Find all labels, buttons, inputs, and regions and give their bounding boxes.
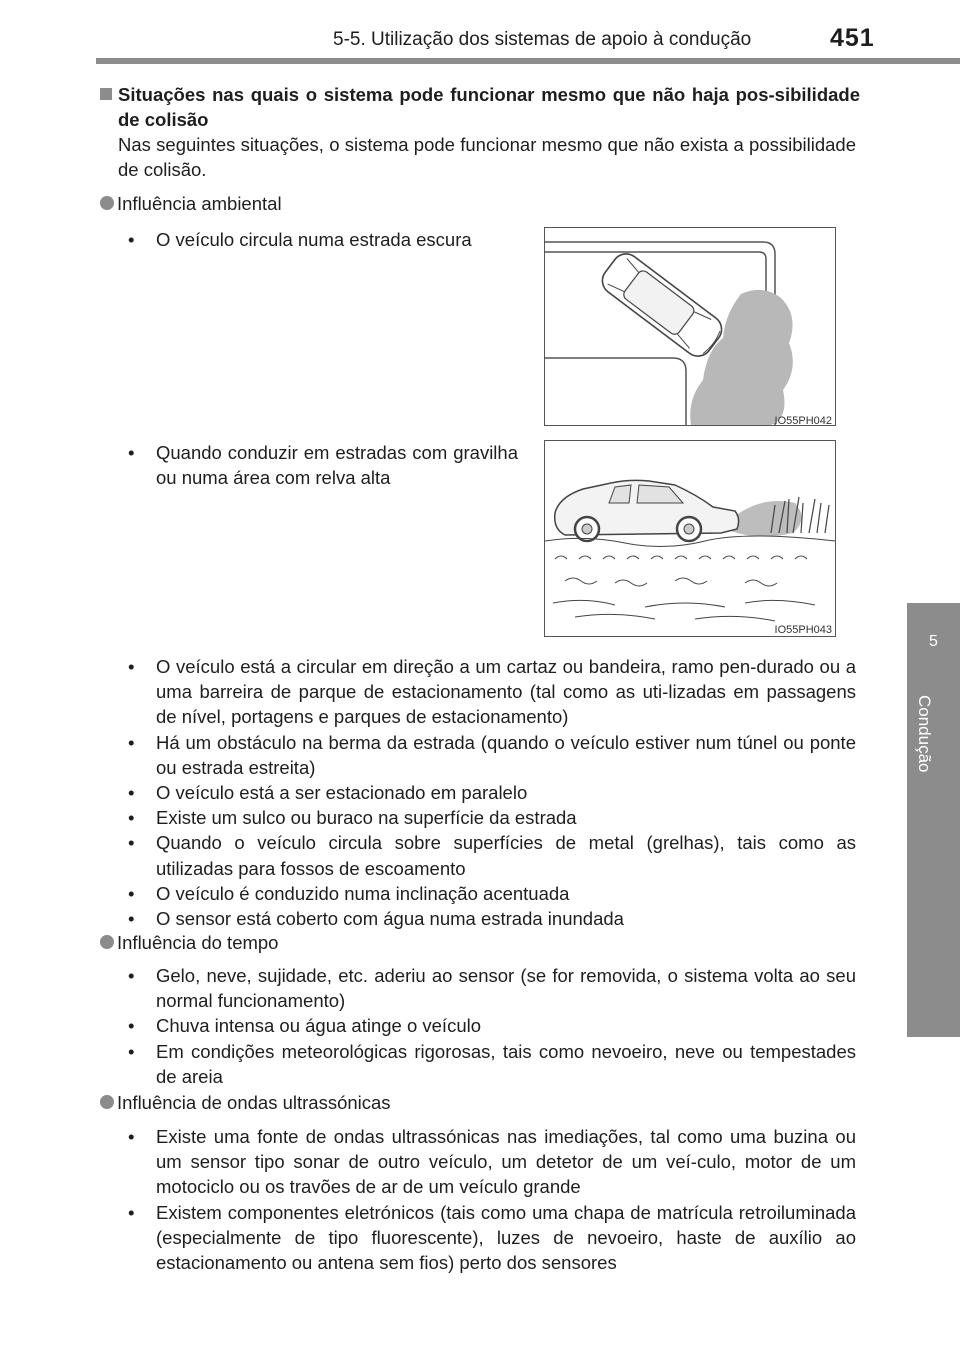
list-item: • O veículo circula numa estrada escura	[128, 229, 472, 250]
list-item: • O sensor está coberto com água numa estrada inundada	[128, 908, 624, 930]
category-ultrasonic: Influência de ondas ultrassónicas	[100, 1090, 391, 1115]
list-item: • Gelo, neve, sujidade, etc. aderiu ao sensor (se for removida, o sistema volta ao seu normal funcionamento)	[128, 965, 856, 1012]
section-intro: Nas seguintes situações, o sistema pode funcionar mesmo que não exista a possibilidade de colisão.	[118, 134, 856, 180]
square-bullet-icon	[100, 88, 112, 100]
list-item: • O veículo está a ser estacionado em paralelo	[128, 782, 528, 804]
illustration-car-dark-road	[545, 228, 835, 425]
list-item: • Em condições meteorológicas rigorosas, tais como nevoeiro, neve ou tempestades de areia	[128, 1040, 856, 1087]
list-item: • Quando o veículo circula sobre superfícies de metal (grelhas), tais como as utilizadas para fossos de escoamento	[128, 832, 856, 879]
ultrasonic-bullet-list	[118, 1124, 856, 1275]
environment-bullet-list	[118, 654, 856, 931]
list-item: • Há um obstáculo na berma da estrada (quando o veículo estiver num túnel ou ponte ou estrada estreita)	[128, 731, 856, 778]
figure-code: IO55PH043	[774, 624, 832, 636]
chapter-header: 5-5. Utilização dos sistemas de apoio à condução	[333, 29, 752, 50]
list-item: • Existem componentes eletrónicos (tais como uma chapa de matrícula retroiluminada (especialmente de tipo fluorescente), luzes de nevoeiro, haste de auxílio ao estacionamento ou antena sem fios) perto dos sensores	[128, 1201, 856, 1274]
circle-bullet-icon	[100, 935, 114, 949]
side-tab-number: 5	[929, 633, 938, 650]
list-item: • Quando conduzir em estradas com gravilha ou numa área com relva alta	[128, 442, 518, 489]
list-item: • O veículo está a circular em direção a um cartaz ou bandeira, ramo pen-durado ou a uma barreira de parque de estacionamento (tal como as uti-lizadas em passagens de nível, portagens e parques de estacionamento)	[128, 656, 856, 728]
weather-bullet-list	[118, 963, 856, 1089]
category-environment: Influência ambiental	[100, 191, 282, 216]
list-item: • Existe um sulco ou buraco na superfície da estrada	[128, 807, 577, 829]
list-item: • Chuva intensa ou água atinge o veículo	[128, 1015, 482, 1037]
list-item: • Existe uma fonte de ondas ultrassónicas nas imediações, tal como uma buzina ou um sensor tipo sonar de outro veículo, um detetor de um veí-culo, motor de um motociclo ou os travões de ar de um veículo grande	[128, 1126, 856, 1198]
category-weather: Influência do tempo	[100, 930, 278, 955]
figure-caption-list	[118, 227, 518, 252]
figure-caption-list	[118, 440, 518, 490]
circle-bullet-icon	[100, 196, 114, 210]
side-tab-label: Condução	[915, 695, 934, 773]
figure-code: IO55PH042	[774, 415, 832, 427]
figure-dark-road	[544, 227, 836, 426]
figure-gravel-grass	[544, 440, 836, 637]
chapter-side-tab	[907, 603, 960, 1037]
circle-bullet-icon	[100, 1095, 114, 1109]
illustration-car-gravel	[545, 441, 835, 636]
header-rule	[96, 58, 960, 64]
list-item: • O veículo é conduzido numa inclinação acentuada	[128, 882, 570, 904]
section-heading: Situações nas quais o sistema pode funcionar mesmo que não haja pos-sibilidade de colisão	[100, 82, 860, 132]
page-number: 451	[830, 24, 875, 52]
